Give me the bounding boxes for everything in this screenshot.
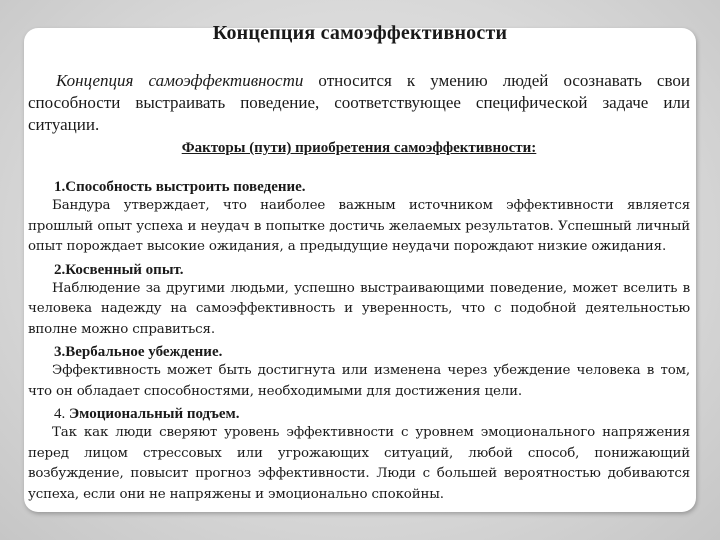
- intro-paragraph: [28, 70, 690, 136]
- factor-2-body: Наблюдение за другими людьми, успешно выстраивающими поведение, может вселить в человека надежду на самоэффективность и уверенность, что с подобной деятельностью вполне можно справиться.: [28, 280, 690, 337]
- factor-4-number: 4.: [54, 406, 69, 422]
- factor-3-title: 3.Вербальное убеждение.: [54, 344, 223, 360]
- factor-2-title: 2.Косвенный опыт.: [54, 261, 184, 278]
- slide-title: Концепция самоэффективности: [212, 22, 508, 44]
- factor-4-title: [28, 406, 690, 423]
- intro-text: относится к умению людей осознавать свои способности выстраивать поведение, соответствующее специфической задаче или ситуации.: [28, 71, 690, 134]
- slide-content: [28, 70, 690, 505]
- factor-3-body: Эффективность может быть достигнута или изменена через убеждение человека в том, что он обладает способностями, необходимыми для достижения цели.: [28, 363, 690, 399]
- factors-heading: Факторы (пути) приобретения самоэффективности:: [181, 140, 537, 156]
- factor-4-body: Так как люди сверяют уровень эффективности с уровнем эмоционального напряжения перед лицом стрессовых или угрожающих ситуаций, любой способ, понижающий возбуждение, повысит прогноз эффективности. Люди с большей вероятностью добиваются успеха, если они не напряжены и эмоционально спокойны.: [28, 425, 690, 502]
- factor-4-title-text: Эмоциональный подъем.: [69, 406, 240, 422]
- intro-lead: Концепция самоэффективности: [56, 71, 304, 90]
- factor-1-body: Бандура утверждает, что наиболее важным источником эффективности является прошлый опыт успеха и неудач в попытке достичь желаемых результатов. Успешный личный опыт порождает высокие ожидания, а предыдущие неудачи порождают низкие ожидания.: [28, 198, 690, 254]
- factor-1-title: 1.Способность выстроить поведение.: [54, 179, 306, 195]
